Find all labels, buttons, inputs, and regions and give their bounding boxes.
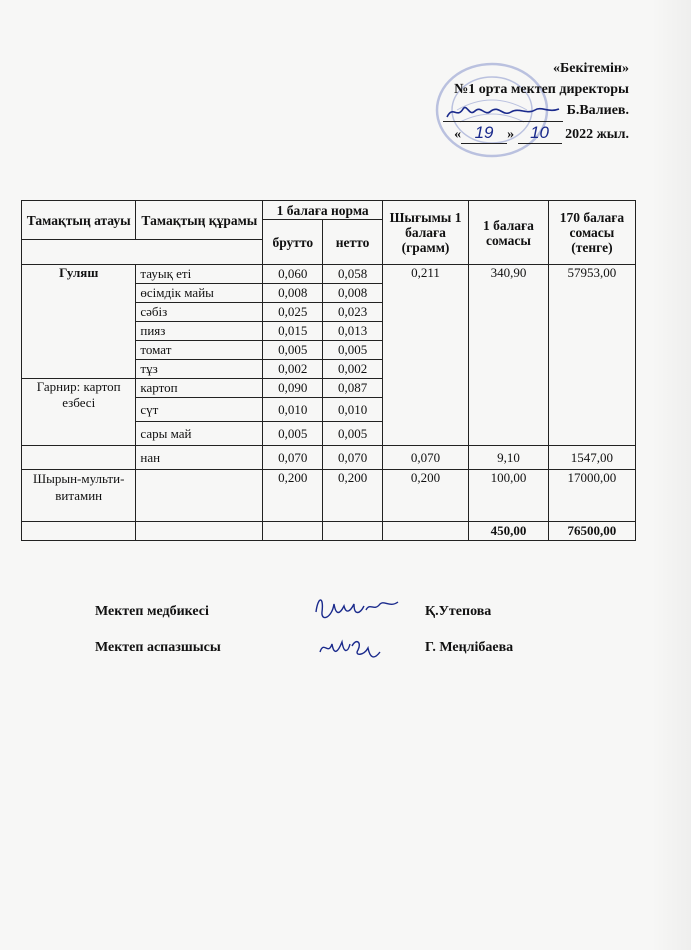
ingredient-cell: сәбіз: [136, 303, 263, 322]
dish-garnish: Гарнир: картоп езбесі: [22, 379, 136, 446]
group-sum-all-cell: 57953,00: [548, 265, 635, 446]
netto-cell: 0,013: [323, 322, 383, 341]
total-empty-cell: [263, 522, 323, 541]
date-close-quote: »: [507, 127, 515, 142]
group-exit-cell: 0,211: [383, 265, 469, 446]
netto-cell: 0,005: [323, 422, 383, 446]
ingredient-cell: нан: [136, 446, 263, 470]
brutto-cell: 0,008: [263, 284, 323, 303]
director-signature: [443, 100, 563, 122]
date-day: 19: [461, 122, 507, 144]
brutto-cell: 0,090: [263, 379, 323, 398]
approval-position: №1 орта мектеп директоры: [454, 82, 629, 97]
brutto-cell: 0,015: [263, 322, 323, 341]
approval-date: [443, 122, 629, 145]
netto-cell: 0,200: [323, 470, 383, 522]
netto-cell: 0,008: [323, 284, 383, 303]
dish-gulyash: Гуляш: [22, 265, 136, 379]
header-sum-all: 170 балаға сомасы (тенге): [548, 201, 635, 265]
date-open-quote: «: [454, 127, 462, 142]
date-year: 2022 жыл.: [565, 127, 629, 142]
ingredient-cell: өсімдік майы: [136, 284, 263, 303]
ingredient-cell: тауық еті: [136, 265, 263, 284]
brutto-cell: 0,005: [263, 422, 323, 446]
header-name: Тамақтың атауы: [22, 201, 136, 240]
netto-cell: 0,058: [323, 265, 383, 284]
header-brutto: брутто: [263, 220, 323, 265]
brutto-cell: 0,060: [263, 265, 323, 284]
table-total-row: [22, 522, 636, 541]
brutto-cell: 0,010: [263, 398, 323, 422]
sum-one-cell: 100,00: [469, 470, 549, 522]
exit-cell: 0,070: [383, 446, 469, 470]
nurse-name: Қ.Утепова: [425, 604, 492, 619]
cook-role: Мектеп аспазшысы: [95, 640, 221, 655]
total-sum-all: 76500,00: [548, 522, 635, 541]
approval-title: «Бекітемін»: [552, 61, 629, 76]
netto-cell: 0,005: [323, 341, 383, 360]
total-empty-cell: [383, 522, 469, 541]
ingredient-cell: картоп: [136, 379, 263, 398]
brutto-cell: 0,002: [263, 360, 323, 379]
page-edge-shadow: [651, 0, 691, 950]
ingredient-cell: сары май: [136, 422, 263, 446]
netto-cell: 0,070: [323, 446, 383, 470]
sum-one-cell: 9,10: [469, 446, 549, 470]
table-row: [22, 265, 636, 284]
total-sum-one: 450,00: [469, 522, 549, 541]
approval-director-line: [443, 100, 629, 122]
ingredient-cell: тұз: [136, 360, 263, 379]
netto-cell: 0,010: [323, 398, 383, 422]
ingredient-cell: пияз: [136, 322, 263, 341]
brutto-cell: 0,070: [263, 446, 323, 470]
approval-block: [443, 58, 629, 145]
ingredient-cell: [136, 470, 263, 522]
brutto-cell: 0,200: [263, 470, 323, 522]
group-sum-one-cell: 340,90: [469, 265, 549, 446]
ingredient-cell: томат: [136, 341, 263, 360]
table-header-row: [22, 201, 636, 220]
header-sum-one: 1 балаға сомасы: [469, 201, 549, 265]
netto-cell: 0,002: [323, 360, 383, 379]
dish-empty-cell: [22, 446, 136, 470]
menu-table: [21, 200, 636, 541]
header-exit: Шығымы 1 балаға (грамм): [383, 201, 469, 265]
brutto-cell: 0,025: [263, 303, 323, 322]
table-row: [22, 470, 636, 522]
nurse-signature: [310, 592, 405, 631]
cook-signature: [318, 630, 388, 669]
nurse-role: Мектеп медбикесі: [95, 604, 209, 619]
date-month: 10: [518, 122, 562, 144]
ingredient-cell: сүт: [136, 398, 263, 422]
sum-all-cell: 17000,00: [548, 470, 635, 522]
netto-cell: 0,087: [323, 379, 383, 398]
table-row: [22, 446, 636, 470]
signature-row-cook: [0, 640, 691, 664]
netto-cell: 0,023: [323, 303, 383, 322]
total-empty-cell: [136, 522, 263, 541]
signature-row-nurse: [0, 604, 691, 628]
header-composition: Тамақтың құрамы: [136, 201, 263, 240]
dish-vitamin: Шырын-мульти-витамин: [22, 470, 136, 522]
total-empty-cell: [323, 522, 383, 541]
director-name: Б.Валиев.: [566, 103, 629, 118]
header-norm: 1 балаға норма: [263, 201, 383, 220]
cook-name: Г. Меңлібаева: [425, 640, 514, 655]
exit-cell: 0,200: [383, 470, 469, 522]
sum-all-cell: 1547,00: [548, 446, 635, 470]
brutto-cell: 0,005: [263, 341, 323, 360]
header-spacer: [22, 240, 263, 265]
header-netto: нетто: [323, 220, 383, 265]
total-empty-cell: [22, 522, 136, 541]
